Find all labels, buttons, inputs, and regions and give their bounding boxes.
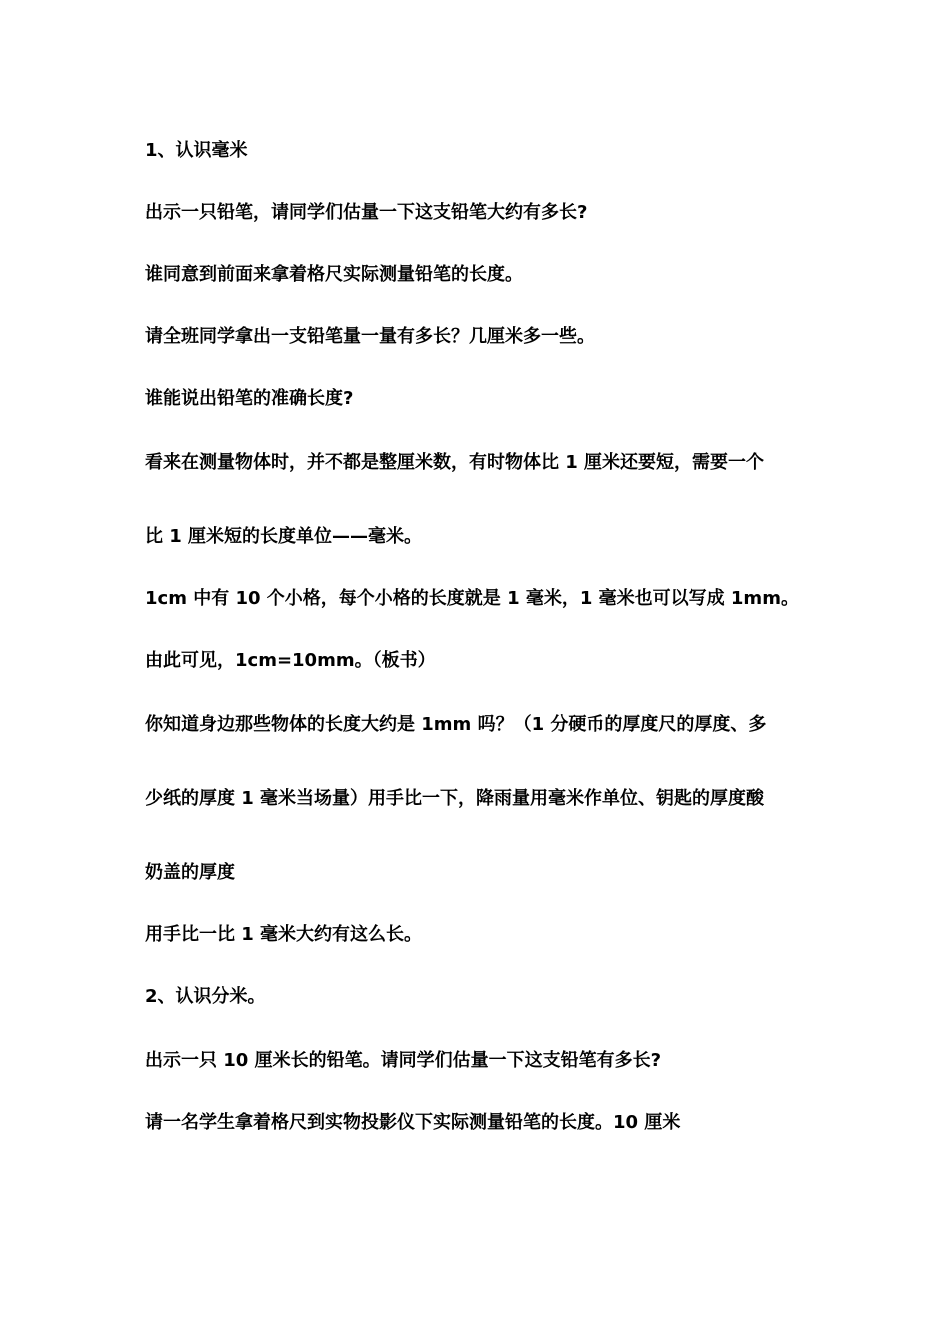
paragraph-line: 由此可见，1cm=10mm。（板书）: [145, 650, 436, 671]
heading-section-1: 1、认识毫米: [145, 140, 248, 161]
paragraph-line: 请全班同学拿出一支铅笔量一量有多长？几厘米多一些。: [145, 326, 595, 347]
paragraph-line: 少纸的厚度 1 毫米当场量）用手比一下，降雨量用毫米作单位、钥匙的厚度酸: [145, 788, 765, 809]
paragraph-line: 谁能说出铅笔的准确长度?: [145, 388, 354, 409]
heading-section-2: 2、认识分米。: [145, 986, 266, 1007]
paragraph-line: 用手比一比 1 毫米大约有这么长。: [145, 924, 423, 945]
paragraph-line: 出示一只铅笔，请同学们估量一下这支铅笔大约有多长?: [145, 202, 588, 223]
paragraph-line: 请一名学生拿着格尺到实物投影仪下实际测量铅笔的长度。10 厘米: [145, 1112, 681, 1133]
paragraph-line: 奶盖的厚度: [145, 862, 235, 883]
paragraph-line: 你知道身边那些物体的长度大约是 1mm 吗？（1 分硬币的厚度尺的厚度、多: [145, 714, 767, 735]
paragraph-line: 谁同意到前面来拿着格尺实际测量铅笔的长度。: [145, 264, 523, 285]
paragraph-line: 1cm 中有 10 个小格，每个小格的长度就是 1 毫米，1 毫米也可以写成 1mm。: [145, 588, 799, 609]
paragraph-line: 出示一只 10 厘米长的铅笔。请同学们估量一下这支铅笔有多长?: [145, 1050, 662, 1071]
paragraph-line: 比 1 厘米短的长度单位——毫米。: [145, 526, 423, 547]
paragraph-line: 看来在测量物体时，并不都是整厘米数，有时物体比 1 厘米还要短，需要一个: [145, 452, 765, 473]
